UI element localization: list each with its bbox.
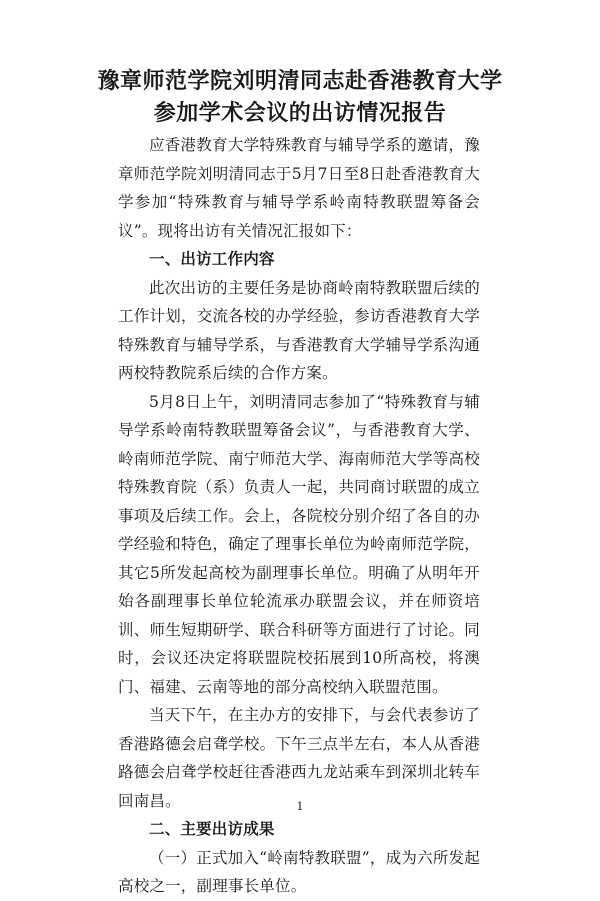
page-number: 1 [296, 800, 304, 813]
section-1-paragraph-2: 5月8日上午，刘明清同志参加了“特殊教育与辅导学系岭南特教联盟筹备会议”，与香港教育大学、岭南师范学院、南宁师范大学、海南师范大学等高校特殊教育院（系）负责人一起，共同商讨联盟的成立事项及后续工作。会上，各院校分别介绍了各自的办学经验和特色，确定了理事长单位为岭南师范学院，其它5所发起高校为副理事长单位。明确了从明年开始各副理事长单位轮流承办联盟会议，并在师资培训、师生短期研学、联合科研等方面进行了讨论。同时，会议还决定将联盟院校拓展到10所高校，将澳门、福建、云南等地的部分高校纳入联盟范围。 [118, 392, 480, 696]
document-body [118, 131, 480, 901]
section-1-heading: 一、出访工作内容 [149, 250, 275, 268]
intro-paragraph: 应香港教育大学特殊教育与辅导学系的邀请，豫章师范学院刘明清同志于5月7日至8日赴香港教育大学参加“特殊教育与辅导学系岭南特教联盟筹备会议”。现将出访有关情况汇报如下： [118, 136, 480, 240]
document-title-line-2: 参加学术会议的出访情况报告 [153, 100, 447, 126]
section-2-heading: 二、主要出访成果 [149, 820, 275, 838]
section-1-paragraph-1: 此次出访的主要任务是协商岭南特教联盟后续的工作计划，交流各校的办学经验，参访香港教育大学特殊教育与辅导学系，与香港教育大学辅导学系沟通两校特教院系后续的合作方案。 [118, 278, 480, 382]
document-title-line-1: 豫章师范学院刘明清同志赴香港教育大学 [97, 68, 503, 94]
section-2-paragraph-1: （一）正式加入“岭南特教联盟”，成为六所发起高校之一，副理事长单位。 [118, 848, 480, 895]
section-1-paragraph-3: 当天下午，在主办方的安排下，与会代表参访了香港路德会启聋学校。下午三点半左右，本人从香港路德会启聋学校赶往香港西九龙站乘车到深圳北转车回南昌。 [118, 706, 480, 810]
